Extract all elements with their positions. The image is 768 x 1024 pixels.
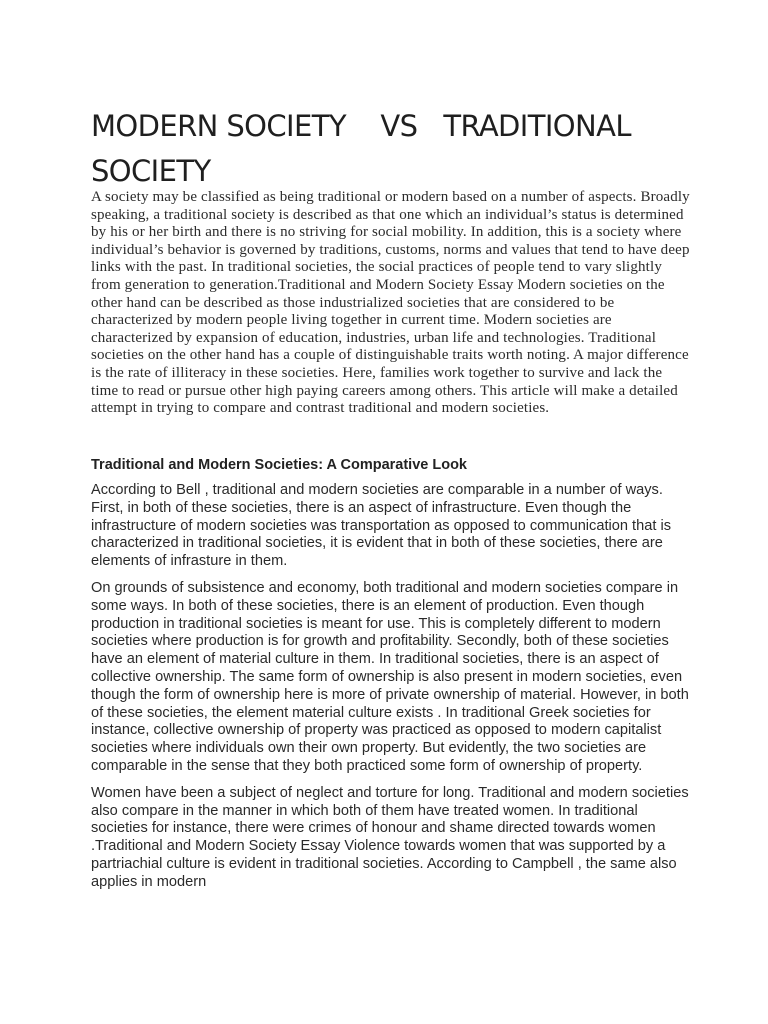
body-section [91,482,691,901]
body-paragraph: On grounds of subsistence and economy, both traditional and modern societies compare in some ways. In both of these societies, there is an element of production. Even though production in traditional societies is meant for use. This is completely different to modern societies where production is for growth and profitability. Secondly, both of these societies have an element of material culture in them. In traditional societies, there is an aspect of collective ownership. The same form of ownership is also present in modern societies, even though the form of ownership here is more of private ownership of material. However, in both of these societies, the element material culture exists . In traditional Greek societies for instance, collective ownership of property was practiced as opposed to modern capitalist societies where individuals own their own property. But evidently, the two societies are comparable in the sense that they both practiced some form of ownership of property. [91,579,689,774]
document-title: MODERN SOCIETY VS TRADITIONAL SOCIETY [91,109,640,188]
intro-paragraph: A society may be classified as being traditional or modern based on a number of aspects. Broadly speaking, a traditional society is described as that one which an individual’s status is determined by his or her birth and there is no striving for social mobility. In addition, this is a society where individual’s behavior is governed by traditions, customs, norms and values that tend to have deep links with the past. In traditional societies, the social practices of people tend to vary slightly from generation to generation.Traditional and Modern Society Essay Modern societies on the other hand can be described as those industrialized societies that are considered to be characterized by modern people living together in current time. Modern societies are characterized by expansion of education, industries, urban life and technologies. Traditional societies on the other hand has a couple of distinguishable traits worth noting. A major difference is the rate of illiteracy in these societies. Here, families work together to survive and lack the time to read or pursue other high paying careers among others. This article will make a detailed attempt in trying to compare and contrast traditional and modern societies. [91,189,690,417]
section-heading: Traditional and Modern Societies: A Comparative Look [91,457,467,473]
body-paragraph: According to Bell , traditional and modern societies are comparable in a number of ways. First, in both of these societies, there is an aspect of infrastructure. Even though the infrastructure of modern societies was transportation as opposed to communication that is characterized in traditional societies, it is evident that in both of these societies, there are elements of infrasture in them. [91,482,671,570]
body-paragraph: Women have been a subject of neglect and torture for long. Traditional and modern societies also compare in the manner in which both of them have treated women. In traditional societies for instance, there were crimes of honour and shame directed towards women .Traditional and Modern Society Essay Violence towards women that was supported by a partriachial culture is evident in traditional societies. According to Campbell , the same also applies in modern [91,784,689,890]
